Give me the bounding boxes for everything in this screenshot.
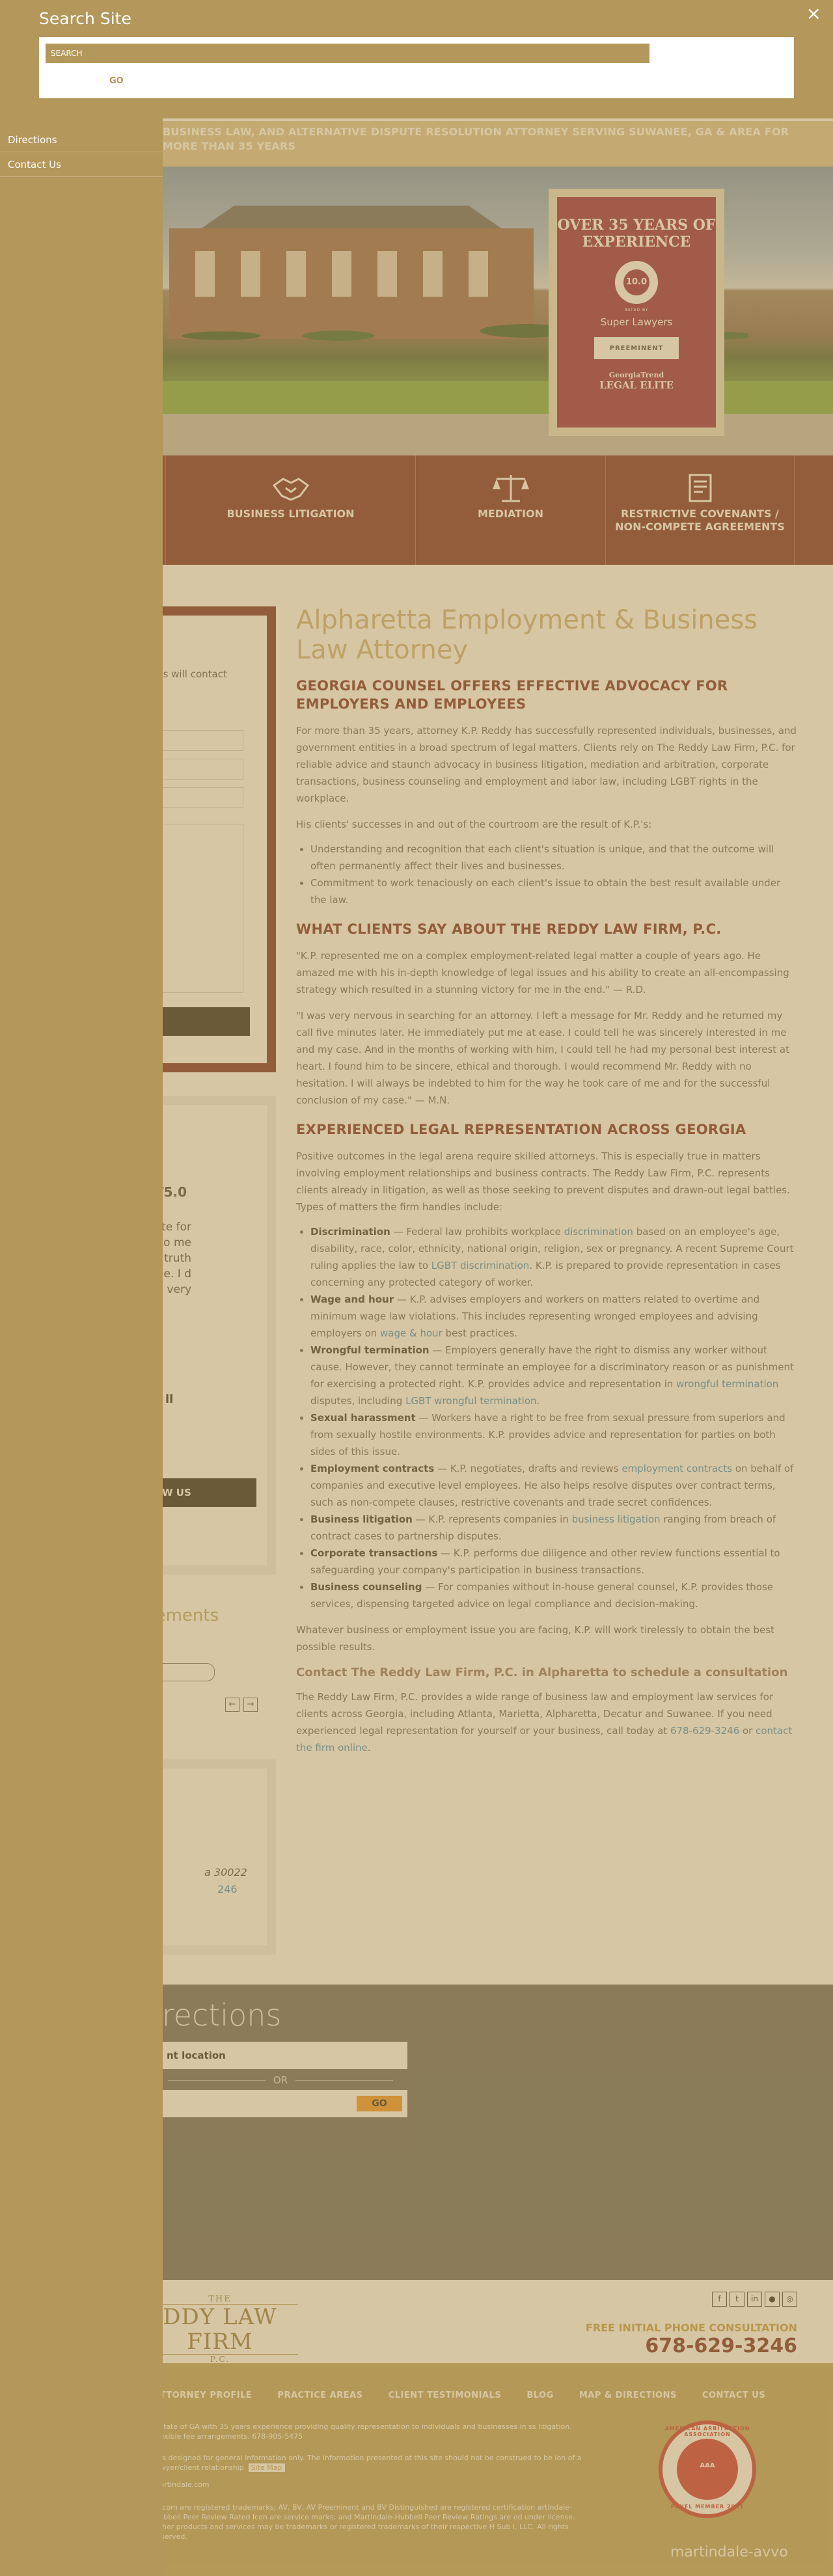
menu-item-contact-us[interactable]: Contact Us	[0, 152, 163, 177]
close-icon[interactable]: ×	[806, 3, 821, 24]
menu-drawer	[0, 0, 163, 2576]
menu-item-directions[interactable]: Directions	[0, 128, 163, 152]
search-box	[39, 37, 794, 98]
search-title: Search Site	[39, 9, 131, 28]
search-go-button[interactable]: GO	[109, 76, 124, 86]
search-input[interactable]: SEARCH	[46, 44, 649, 63]
search-panel	[0, 0, 833, 118]
